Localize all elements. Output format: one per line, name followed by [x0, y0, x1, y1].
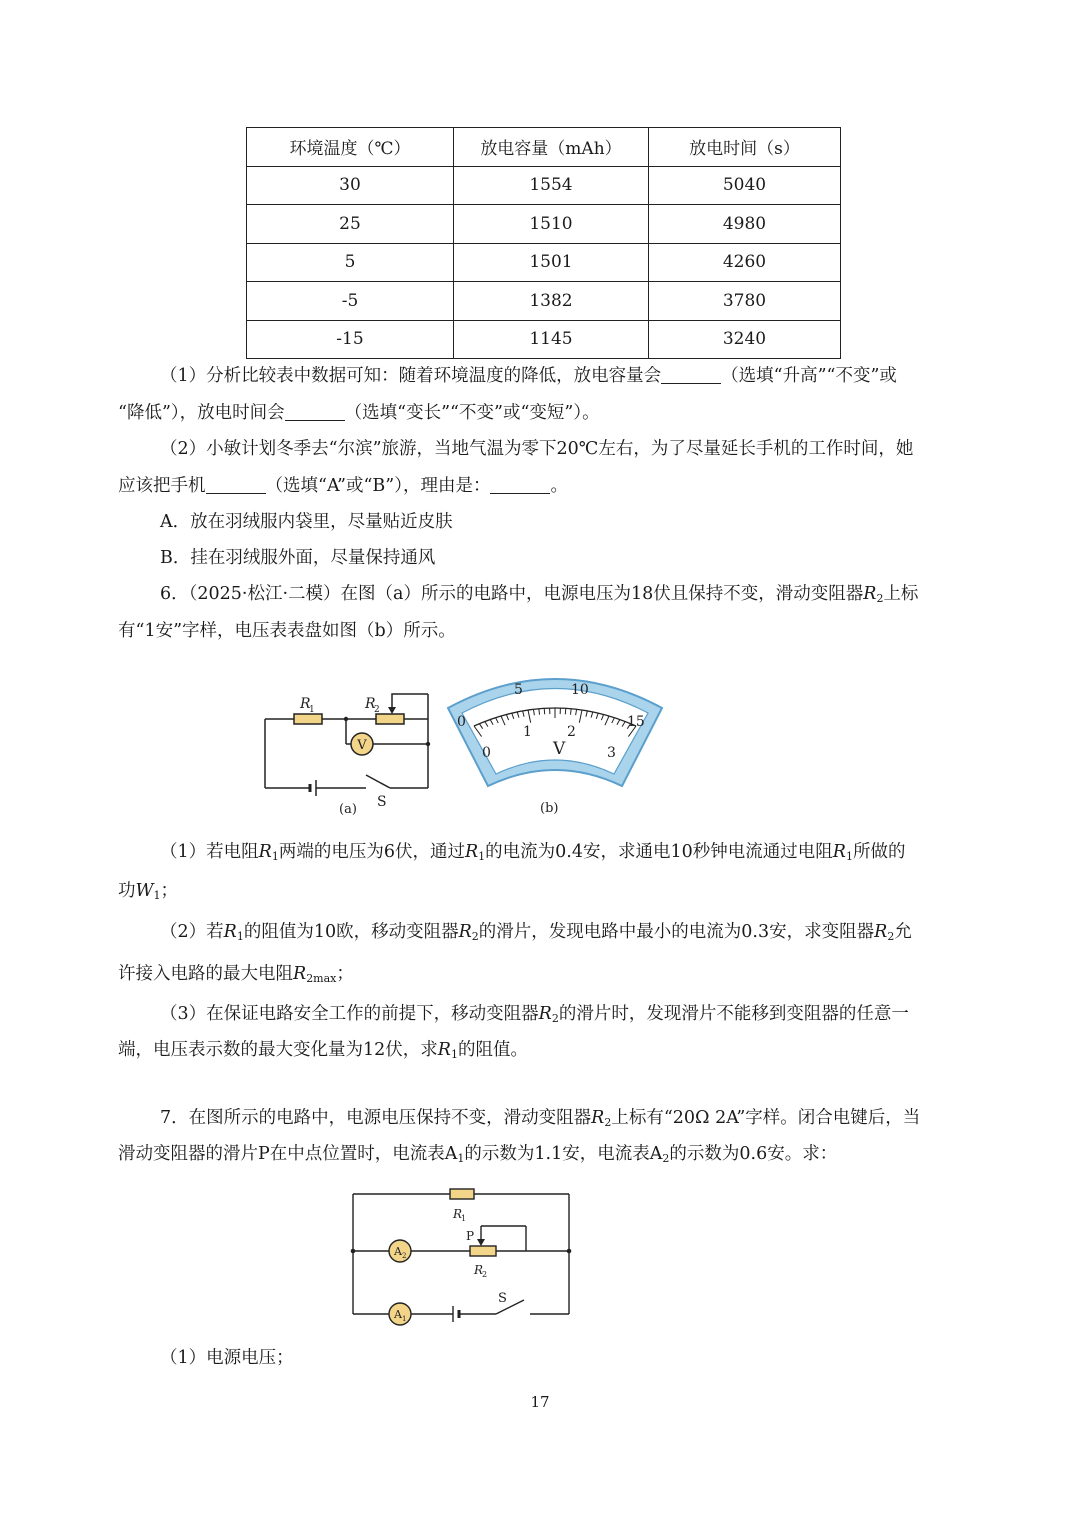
text: （2）小敏计划冬季去“尔滨”旅游，当地气温为零下20℃左右，为了尽量延长手机的工作时间，她: [160, 439, 914, 459]
semicolon: ；: [336, 964, 354, 984]
table-row: [247, 320, 841, 359]
text: 上标有“20Ω 2A”字样。闭合电键后，当: [611, 1108, 921, 1128]
switch-label: S: [377, 794, 387, 810]
answer-blank[interactable]: [285, 402, 345, 421]
table-row: [247, 282, 841, 321]
q7-sub-1: （1）电源电压；: [160, 1348, 294, 1368]
symbol: R: [437, 1040, 451, 1060]
table-cell: 4980: [649, 205, 841, 244]
symbol: R: [464, 842, 479, 862]
subscript: 1: [845, 850, 853, 863]
answer-blank[interactable]: [490, 475, 550, 494]
text: 应该把手机: [118, 476, 206, 496]
ammeter-a1-sub: 1: [402, 1315, 407, 1323]
text: 许接入电路的最大电阻: [118, 964, 293, 984]
ammeter-a2-sub: 2: [402, 1252, 407, 1260]
symbol: R: [258, 842, 272, 862]
q6-intro-1: [160, 582, 918, 611]
subscript: 1: [450, 1048, 458, 1061]
q6-sub-1b: [118, 879, 178, 908]
ammeter-a1-letter: A: [394, 1308, 402, 1321]
q6-sub-2: [160, 920, 912, 949]
table-cell: 25: [247, 205, 454, 244]
dial-label-lower: 3: [607, 745, 616, 761]
text: （选填“A”或“B”），理由是：: [265, 476, 491, 496]
r2-label: R: [365, 696, 376, 712]
table-cell: 30: [247, 166, 454, 205]
table-header-cell: 环境温度（℃）: [247, 128, 454, 167]
q7-switch-label: S: [498, 1291, 507, 1306]
table-cell: 5: [247, 243, 454, 282]
circuit-a-figure: [250, 680, 450, 820]
semicolon: ；: [160, 881, 178, 901]
symbol: R: [832, 842, 846, 862]
symbol: R: [538, 1004, 552, 1024]
table-cell: 1554: [454, 166, 649, 205]
q5-line-4: [118, 474, 568, 498]
symbol: R: [458, 922, 472, 942]
table-row: [247, 243, 841, 282]
text: 的滑片时，发现滑片不能移到变阻器的任意一: [558, 1004, 909, 1024]
q6-sub-3b: [118, 1038, 528, 1067]
table-cell: 5040: [649, 166, 841, 205]
r1-sub: 1: [309, 705, 315, 715]
table-row: [247, 205, 841, 244]
answer-blank[interactable]: [206, 475, 266, 494]
q6-sub-2b: [118, 962, 354, 991]
symbol: R: [293, 964, 307, 984]
page-number: 17: [530, 1393, 550, 1411]
q5-option-a: A．放在羽绒服内袋里，尽量贴近皮肤: [160, 512, 453, 532]
symbol: W: [135, 881, 154, 901]
table-header-cell: 放电时间（s）: [649, 128, 841, 167]
table-row: [247, 166, 841, 205]
subscript: 2: [876, 592, 884, 605]
subscript: 2: [662, 1152, 670, 1165]
text: （2）若: [160, 922, 224, 942]
text: 滑动变阻器的滑片P在中点位置时，电流表A: [118, 1144, 458, 1164]
dial-label-upper: 5: [514, 682, 523, 698]
table-cell: 1382: [454, 282, 649, 321]
table-header-row: [247, 128, 841, 167]
subscript: 2: [604, 1116, 612, 1129]
symbol: R: [223, 922, 237, 942]
circuit-q7-figure: [340, 1180, 580, 1330]
r2-sub: 2: [374, 705, 380, 715]
q5-option-b: B．挂在羽绒服外面，尽量保持通风: [160, 548, 436, 568]
table-cell: -15: [247, 320, 454, 359]
r1-label: R: [300, 696, 311, 712]
text: （选填“变长”“不变”或“变短”）。: [344, 403, 600, 423]
dial-label-upper: 15: [627, 714, 645, 730]
text: 的示数为1.1安，电流表A: [464, 1144, 663, 1164]
table-header-cell: 放电容量（mAh）: [454, 128, 649, 167]
text: （1）分析比较表中数据可知：随着环境温度的降低，放电容量会: [160, 366, 662, 386]
q5-line-2: [118, 401, 600, 425]
slider-p-label: P: [466, 1229, 475, 1243]
answer-blank[interactable]: [661, 365, 721, 384]
subscript: 1: [457, 1152, 465, 1165]
text: （选填“升高”“不变”或: [721, 366, 897, 386]
table-cell: -5: [247, 282, 454, 321]
fig-b-caption: (b): [540, 801, 559, 816]
voltmeter-dial-figure: [440, 668, 670, 818]
dial-label-upper: 0: [457, 714, 466, 730]
q7-intro-1: [160, 1106, 920, 1135]
table-cell: 3780: [649, 282, 841, 321]
q5-line-3: [160, 437, 913, 461]
voltmeter-letter: V: [357, 738, 367, 753]
subscript: 2: [471, 930, 479, 943]
text: “降低”），放电时间会: [118, 403, 285, 423]
dial-unit: V: [553, 739, 566, 759]
q7-r1-sub: 1: [461, 1214, 467, 1223]
text: 所做的: [852, 842, 906, 862]
q6-intro-2: 有“1安”字样，电压表表盘如图（b）所示。: [118, 621, 456, 641]
text: 的示数为0.6安。求：: [669, 1144, 838, 1164]
text: 两端的电压为6伏，通过: [278, 842, 465, 862]
dial-label-lower: 1: [523, 724, 532, 740]
symbol: R: [874, 922, 888, 942]
table-cell: 3240: [649, 320, 841, 359]
text: （1）若电阻: [160, 842, 259, 862]
table-cell: 1501: [454, 243, 649, 282]
subscript: 1: [236, 930, 244, 943]
text: 的阻值为10欧，移动变阻器: [243, 922, 459, 942]
discharge-table: [246, 127, 841, 359]
text: 。: [550, 476, 568, 496]
table-cell: 4260: [649, 243, 841, 282]
table-cell: 1510: [454, 205, 649, 244]
dial-label-lower: 2: [567, 724, 576, 740]
text: 允: [894, 922, 912, 942]
subscript: 2: [887, 930, 895, 943]
subscript: 2: [551, 1012, 559, 1025]
text: 6．（2025·松江·二模）在图（a）所示的电路中，电源电压为18伏且保持不变，滑动变阻器: [160, 584, 864, 604]
dial-label-upper: 10: [571, 682, 589, 698]
table-cell: 1145: [454, 320, 649, 359]
dial-label-lower: 0: [482, 745, 491, 761]
q7-r2-label: R: [474, 1263, 484, 1277]
text: 的阻值。: [457, 1040, 528, 1060]
q6-sub-1: [160, 840, 905, 869]
subscript: 1: [153, 889, 161, 902]
text: 端，电压表示数的最大变化量为12伏，求: [118, 1040, 438, 1060]
subscript: 2max: [306, 972, 337, 985]
text: 上标: [883, 584, 919, 604]
q7-r1-label: R: [453, 1207, 463, 1221]
fig-a-caption: (a): [339, 802, 357, 817]
q7-intro-2: [118, 1142, 837, 1171]
text: （3）在保证电路安全工作的前提下，移动变阻器: [160, 1004, 539, 1024]
subscript: 1: [478, 850, 486, 863]
text: 功: [118, 881, 136, 901]
q7-r2-sub: 2: [482, 1270, 488, 1279]
q5-line-1: [160, 364, 897, 388]
text: 7．在图所示的电路中，电源电压保持不变，滑动变阻器: [160, 1108, 592, 1128]
q6-sub-3: [160, 1002, 909, 1031]
symbol: R: [863, 584, 877, 604]
symbol: R: [591, 1108, 605, 1128]
ammeter-a2-letter: A: [394, 1245, 402, 1258]
text: 的电流为0.4安，求通电10秒钟电流通过电阻: [485, 842, 833, 862]
subscript: 1: [271, 850, 279, 863]
text: 的滑片，发现电路中最小的电流为0.3安，求变阻器: [478, 922, 875, 942]
